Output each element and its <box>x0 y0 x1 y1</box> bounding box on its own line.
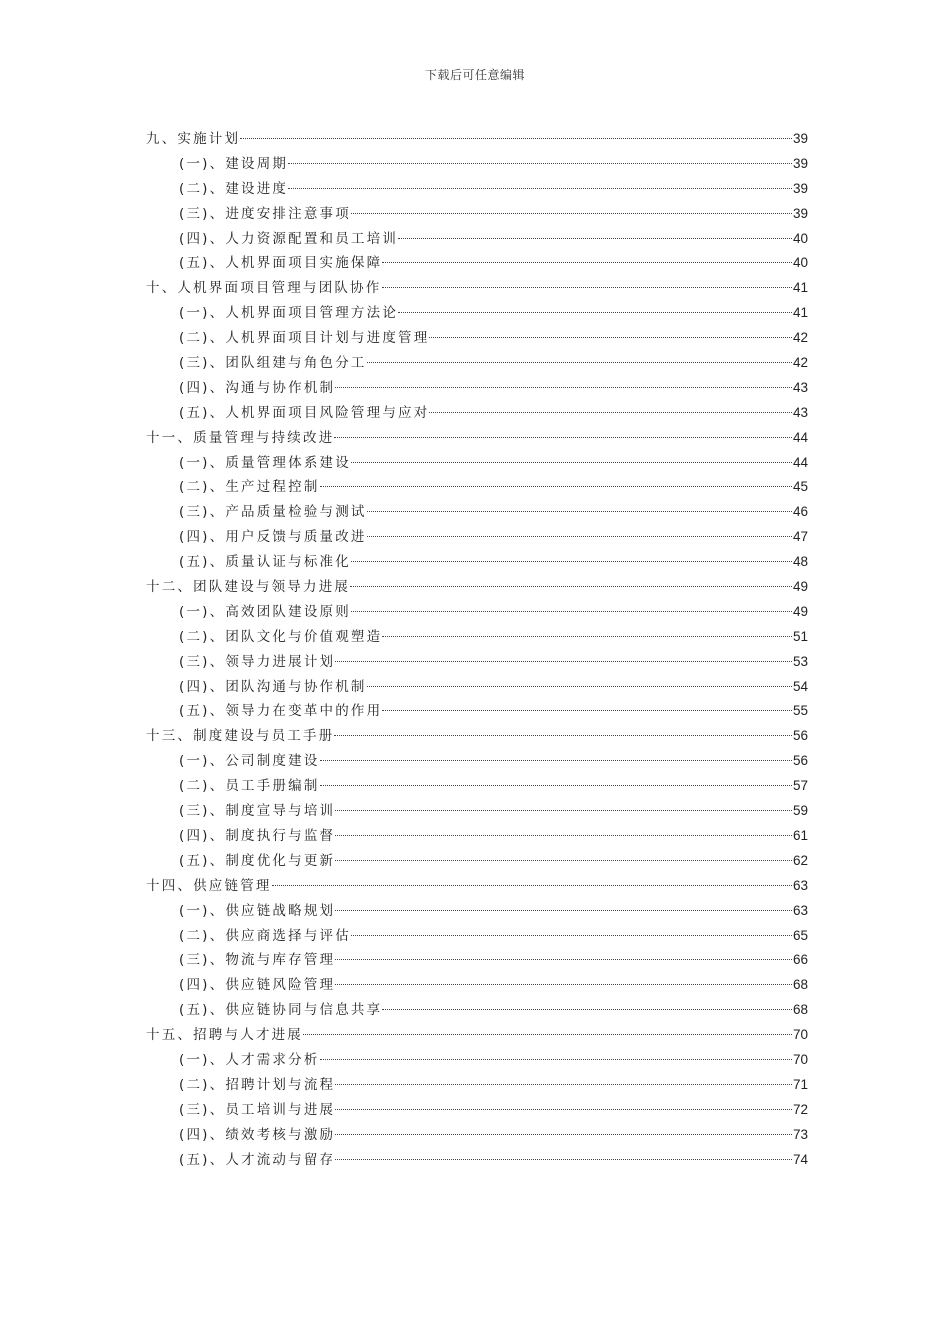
toc-page-number: 62 <box>792 852 808 868</box>
toc-section-entry[interactable] <box>146 1148 808 1173</box>
toc-entry-label: (三)、产品质量检验与测试 <box>179 504 367 521</box>
toc-dot-leader <box>335 910 792 911</box>
toc-dot-leader <box>351 561 792 562</box>
toc-entry-label: (五)、人才流动与留存 <box>179 1151 336 1168</box>
toc-dot-leader <box>351 213 792 214</box>
toc-page-number: 43 <box>792 379 808 395</box>
toc-dot-leader <box>429 337 792 338</box>
toc-entry-label: (二)、人机界面项目计划与进度管理 <box>179 330 430 347</box>
toc-dot-leader <box>335 810 792 811</box>
toc-page-number: 49 <box>792 579 808 595</box>
toc-chapter-entry[interactable] <box>146 575 808 600</box>
toc-chapter-entry[interactable] <box>146 874 808 899</box>
toc-page-number: 40 <box>792 255 808 271</box>
toc-section-entry[interactable] <box>146 550 808 575</box>
toc-page-number: 44 <box>792 454 808 470</box>
toc-page-number: 56 <box>792 728 808 744</box>
toc-dot-leader <box>272 885 792 886</box>
toc-entry-label: (三)、领导力进展计划 <box>179 653 336 670</box>
toc-entry-label: (四)、用户反馈与质量改进 <box>179 529 367 546</box>
toc-dot-leader <box>335 959 792 960</box>
toc-page-number: 59 <box>792 803 808 819</box>
toc-section-entry[interactable] <box>146 500 808 525</box>
toc-section-entry[interactable] <box>146 650 808 675</box>
toc-page-number: 55 <box>792 703 808 719</box>
toc-dot-leader <box>398 238 792 239</box>
toc-section-entry[interactable] <box>146 451 808 476</box>
toc-section-entry[interactable] <box>146 475 808 500</box>
toc-entry-label: (四)、团队沟通与协作机制 <box>179 678 367 695</box>
toc-chapter-entry[interactable] <box>146 724 808 749</box>
toc-dot-leader <box>335 860 792 861</box>
toc-dot-leader <box>351 611 792 612</box>
toc-entry-label: (五)、制度优化与更新 <box>179 852 336 869</box>
toc-page-number: 73 <box>792 1126 808 1142</box>
toc-section-entry[interactable] <box>146 1098 808 1123</box>
toc-page-number: 68 <box>792 1002 808 1018</box>
toc-section-entry[interactable] <box>146 600 808 625</box>
toc-entry-label: (一)、质量管理体系建设 <box>179 454 351 471</box>
toc-entry-label: 十五、招聘与人才进展 <box>146 1027 303 1044</box>
toc-page-number: 40 <box>792 230 808 246</box>
toc-dot-leader <box>382 636 792 637</box>
toc-section-entry[interactable] <box>146 998 808 1023</box>
toc-entry-label: (三)、制度宣导与培训 <box>179 803 336 820</box>
toc-dot-leader <box>367 511 792 512</box>
toc-dot-leader <box>351 462 792 463</box>
toc-page-number: 41 <box>792 305 808 321</box>
toc-page-number: 39 <box>792 180 808 196</box>
toc-entry-label: (四)、人力资源配置和员工培训 <box>179 230 399 247</box>
toc-page-number: 48 <box>792 554 808 570</box>
toc-section-entry[interactable] <box>146 699 808 724</box>
toc-entry-label: (三)、员工培训与进展 <box>179 1101 336 1118</box>
toc-page-number: 51 <box>792 628 808 644</box>
toc-section-entry[interactable] <box>146 824 808 849</box>
toc-entry-label: (二)、生产过程控制 <box>179 479 320 496</box>
toc-dot-leader <box>335 984 792 985</box>
toc-page-number: 74 <box>792 1151 808 1167</box>
toc-page-number: 42 <box>792 355 808 371</box>
toc-page-number: 43 <box>792 404 808 420</box>
toc-entry-label: (三)、物流与库存管理 <box>179 952 336 969</box>
toc-entry-label: (三)、团队组建与角色分工 <box>179 355 367 372</box>
toc-entry-label: (三)、进度安排注意事项 <box>179 205 351 222</box>
toc-page-number: 63 <box>792 877 808 893</box>
toc-page-number: 39 <box>792 155 808 171</box>
toc-page-number: 65 <box>792 927 808 943</box>
toc-section-entry[interactable] <box>146 749 808 774</box>
toc-entry-label: (二)、建设进度 <box>179 180 289 197</box>
toc-dot-leader <box>335 835 792 836</box>
toc-dot-leader <box>382 710 792 711</box>
toc-dot-leader <box>367 362 792 363</box>
toc-entry-label: 十、人机界面项目管理与团队协作 <box>146 280 382 297</box>
toc-entry-label: 十一、质量管理与持续改进 <box>146 429 335 446</box>
toc-entry-label: (五)、供应链协同与信息共享 <box>179 1002 383 1019</box>
toc-entry-label: (四)、沟通与协作机制 <box>179 379 336 396</box>
toc-dot-leader <box>335 1134 792 1135</box>
page-header: 下载后可任意编辑 <box>424 68 525 82</box>
toc-dot-leader <box>382 287 792 288</box>
toc-entry-label: (二)、供应商选择与评估 <box>179 927 351 944</box>
toc-page-number: 45 <box>792 479 808 495</box>
toc-dot-leader <box>351 935 792 936</box>
toc-page-number: 57 <box>792 778 808 794</box>
toc-section-entry[interactable] <box>146 799 808 824</box>
toc-dot-leader <box>335 661 792 662</box>
toc-page-number: 68 <box>792 977 808 993</box>
toc-section-entry[interactable] <box>146 1048 808 1073</box>
toc-section-entry[interactable] <box>146 152 808 177</box>
toc-entry-label: (五)、人机界面项目风险管理与应对 <box>179 404 430 421</box>
toc-dot-leader <box>303 1034 792 1035</box>
toc-section-entry[interactable] <box>146 973 808 998</box>
toc-section-entry[interactable] <box>146 202 808 227</box>
toc-dot-leader <box>320 1059 792 1060</box>
toc-dot-leader <box>320 785 792 786</box>
toc-section-entry[interactable] <box>146 774 808 799</box>
toc-section-entry[interactable] <box>146 401 808 426</box>
toc-section-entry[interactable] <box>146 849 808 874</box>
toc-entry-label: (一)、人机界面项目管理方法论 <box>179 305 399 322</box>
toc-section-entry[interactable] <box>146 301 808 326</box>
toc-page-number: 71 <box>792 1076 808 1092</box>
toc-dot-leader <box>398 312 792 313</box>
toc-section-entry[interactable] <box>146 251 808 276</box>
toc-section-entry[interactable] <box>146 326 808 351</box>
toc-section-entry[interactable] <box>146 1073 808 1098</box>
toc-entry-label: (一)、供应链战略规划 <box>179 902 336 919</box>
toc-page-number: 70 <box>792 1051 808 1067</box>
toc-dot-leader <box>240 138 792 139</box>
toc-page-number: 63 <box>792 902 808 918</box>
toc-dot-leader <box>335 1084 792 1085</box>
toc-page-number: 56 <box>792 753 808 769</box>
toc-page-number: 54 <box>792 678 808 694</box>
toc-dot-leader <box>288 163 792 164</box>
toc-page-number: 61 <box>792 827 808 843</box>
toc-entry-label: 十二、团队建设与领导力进展 <box>146 579 351 596</box>
toc-entry-label: (一)、人才需求分析 <box>179 1051 320 1068</box>
toc-section-entry[interactable] <box>146 525 808 550</box>
toc-page-number: 42 <box>792 330 808 346</box>
toc-page-number: 49 <box>792 603 808 619</box>
toc-dot-leader <box>367 536 792 537</box>
toc-entry-label: (一)、公司制度建设 <box>179 753 320 770</box>
toc-page-number: 39 <box>792 205 808 221</box>
toc-entry-label: 九、实施计划 <box>146 131 241 147</box>
toc-dot-leader <box>334 437 792 438</box>
toc-section-entry[interactable] <box>146 625 808 650</box>
toc-entry-label: (五)、质量认证与标准化 <box>179 554 351 571</box>
toc-page-number: 70 <box>792 1027 808 1043</box>
toc-dot-leader <box>382 1009 792 1010</box>
toc-chapter-entry[interactable] <box>146 1023 808 1048</box>
toc-page-number: 46 <box>792 504 808 520</box>
table-of-contents <box>146 127 808 1172</box>
toc-entry-label: (二)、招聘计划与流程 <box>179 1076 336 1093</box>
toc-dot-leader <box>335 1159 792 1160</box>
toc-page-number: 47 <box>792 529 808 545</box>
toc-section-entry[interactable] <box>146 177 808 202</box>
toc-entry-label: (四)、绩效考核与激励 <box>179 1126 336 1143</box>
toc-page-number: 41 <box>792 280 808 296</box>
toc-dot-leader <box>367 686 792 687</box>
toc-section-entry[interactable] <box>146 376 808 401</box>
toc-entry-label: (五)、领导力在变革中的作用 <box>179 703 383 720</box>
toc-entry-label: (二)、团队文化与价值观塑造 <box>179 628 383 645</box>
toc-entry-label: (四)、供应链风险管理 <box>179 977 336 994</box>
toc-entry-label: (五)、人机界面项目实施保障 <box>179 255 383 272</box>
toc-dot-leader <box>320 760 792 761</box>
toc-section-entry[interactable] <box>146 948 808 973</box>
toc-dot-leader <box>288 188 792 189</box>
toc-dot-leader <box>429 412 792 413</box>
toc-page-number: 72 <box>792 1101 808 1117</box>
toc-entry-label: (四)、制度执行与监督 <box>179 827 336 844</box>
toc-entry-label: (一)、高效团队建设原则 <box>179 603 351 620</box>
toc-page-number: 39 <box>792 131 808 146</box>
toc-section-entry[interactable] <box>146 899 808 924</box>
toc-entry-label: 十四、供应链管理 <box>146 877 272 894</box>
toc-dot-leader <box>334 735 792 736</box>
toc-dot-leader <box>335 1109 792 1110</box>
toc-dot-leader <box>320 486 792 487</box>
toc-entry-label: (一)、建设周期 <box>179 155 289 172</box>
toc-dot-leader <box>335 387 792 388</box>
toc-chapter-entry[interactable] <box>146 426 808 451</box>
toc-chapter-entry[interactable] <box>146 127 808 152</box>
toc-section-entry[interactable] <box>146 351 808 376</box>
toc-dot-leader <box>382 262 792 263</box>
toc-entry-label: (二)、员工手册编制 <box>179 778 320 795</box>
toc-section-entry[interactable] <box>146 924 808 949</box>
toc-section-entry[interactable] <box>146 675 808 700</box>
toc-page-number: 44 <box>792 429 808 445</box>
toc-dot-leader <box>350 586 792 587</box>
toc-page-number: 66 <box>792 952 808 968</box>
toc-chapter-entry[interactable] <box>146 276 808 301</box>
toc-section-entry[interactable] <box>146 227 808 252</box>
toc-entry-label: 十三、制度建设与员工手册 <box>146 728 335 745</box>
toc-page-number: 53 <box>792 653 808 669</box>
toc-section-entry[interactable] <box>146 1123 808 1148</box>
